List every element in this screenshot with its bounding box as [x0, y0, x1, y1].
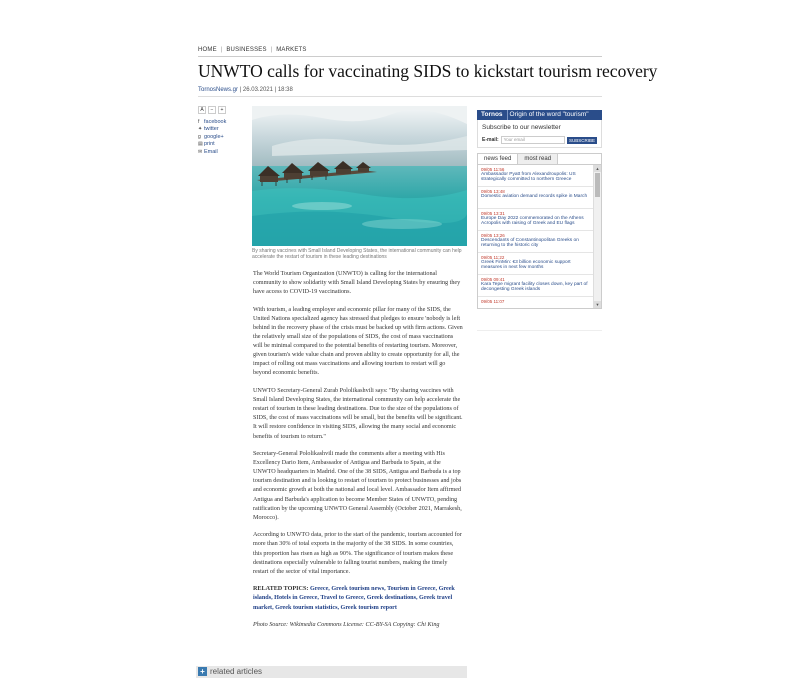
- font-decrease-button[interactable]: −: [208, 106, 216, 114]
- newsletter-box: [477, 120, 602, 148]
- byline-datetime: 26.03.2021 | 18:38: [242, 87, 293, 93]
- feed-date: 09/05 11:56: [481, 166, 505, 172]
- email-icon: ✉: [198, 148, 203, 155]
- list-item[interactable]: [478, 297, 594, 308]
- print-icon: ▤: [198, 141, 203, 148]
- sidebar-subtitle[interactable]: Origin of the word "tourism": [507, 110, 591, 120]
- article-photo: [252, 106, 467, 246]
- article-paragraph: Secretary-General Pololikashvili made the comments after a meeting with His Excellency Dario Item, Ambassador of Antigua and Barbuda to Spain, at the UNWTO headquarters in Madrid. One of the 38 SIDS, Antigua and Barbuda is a top tourism destination and is looking to restart of tourism to protect businesses and jobs and economic growth at both the national and local level. Ambassador Item affirmed Antigua and Barbuda's application to become Member States of UNWTO, pending ratification by the upcoming UNWTO General Assembly (October 2021, Marrakesh, Morocco).: [253, 451, 462, 521]
- list-item[interactable]: [478, 275, 594, 297]
- share-label: print: [204, 141, 215, 148]
- related-articles-bar[interactable]: [196, 666, 467, 678]
- email-field[interactable]: Your email: [501, 136, 565, 144]
- breadcrumb-markets[interactable]: MARKETS: [276, 47, 307, 53]
- share-facebook[interactable]: [198, 118, 248, 126]
- breadcrumb-separator: |: [220, 47, 223, 53]
- feed-scrollbar[interactable]: [593, 165, 601, 308]
- google-icon: g: [198, 133, 201, 140]
- subscribe-button[interactable]: SUBSCRIBE: [568, 137, 595, 143]
- article-tools: [198, 106, 248, 156]
- byline-source[interactable]: TornosNews.gr: [198, 87, 239, 93]
- share-print[interactable]: [198, 141, 248, 149]
- photo-caption: By sharing vaccines with Small Island Developing States, the international community can help accelerate the restart of tourism in these leading destinations: [252, 248, 462, 260]
- article-paragraph: The World Tourism Organization (UNWTO) is calling for the international community to show solidarity with Small Island Developing States by ensuring they have access to COVID-19 vaccinations.: [253, 271, 461, 296]
- expand-icon[interactable]: +: [198, 667, 207, 676]
- feed-date: 09/05 13:26: [481, 232, 505, 238]
- twitter-icon: ✦: [198, 126, 203, 133]
- article-paragraph: With tourism, a leading employer and economic pillar for many of the SIDS, the United Nations specialized agency has stressed that pledges to ensure 'nobody is left behind in the recovery phase of the crisis must be backed up with firm actions. Given the relatively small size of the populations of SIDS, the cost of mass vaccinations will be minimal compared to the potential benefits of restarting tourism. Moreover, given tourism's wide value chain and proven ability to create opportunity for all, the impact of rolling out mass vaccinations and allowing tourism to restart will go beyond economic benefits.: [253, 306, 463, 377]
- feed-date: 09/05 11:22: [481, 254, 505, 260]
- scroll-up-icon[interactable]: ▲: [595, 166, 600, 171]
- feed-date: 09/05 09:41: [481, 276, 505, 282]
- related-articles-label: related articles: [210, 667, 263, 676]
- list-item[interactable]: [478, 187, 594, 209]
- breadcrumb-separator: |: [270, 47, 273, 53]
- share-label: Email: [204, 148, 218, 155]
- feed-date: 09/05 11:07: [481, 298, 505, 304]
- feed-headline[interactable]: Domestic aviation demand records spike in March: [481, 193, 588, 199]
- feed-headline[interactable]: Europe Day 2022 commemorated on the Athens Acropolis with raising of Greek and EU flags: [481, 215, 584, 226]
- scroll-down-icon[interactable]: ▼: [595, 302, 600, 307]
- page-title: UNWTO calls for vaccinating SIDS to kickstart tourism recovery: [198, 61, 658, 81]
- share-label: facebook: [204, 118, 227, 125]
- sidebar: [477, 110, 602, 309]
- article-body: [253, 270, 463, 639]
- divider: [198, 56, 602, 57]
- font-size-controls: [198, 106, 248, 114]
- share-label: google+: [204, 133, 224, 140]
- related-topics: [253, 585, 463, 612]
- share-twitter[interactable]: [198, 126, 248, 134]
- list-item[interactable]: [478, 253, 594, 275]
- related-topics-label: RELATED TOPICS:: [253, 586, 309, 593]
- photo-credit: Photo Source: Wikimedia Commons License: CC-BY-SA Copying: Chi King: [253, 622, 440, 629]
- breadcrumb: [198, 47, 309, 53]
- breadcrumb-home[interactable]: HOME: [198, 47, 217, 53]
- news-feed-widget: [477, 153, 602, 309]
- byline: [198, 87, 293, 93]
- breadcrumb-businesses[interactable]: BUSINESSES: [226, 47, 267, 53]
- share-label: twitter: [204, 126, 219, 133]
- feed-headline[interactable]: Kara Tepe migrant facility closes down, key part of decongesting Greek islands: [481, 281, 588, 292]
- tab-news-feed[interactable]: news feed: [478, 154, 518, 164]
- list-item[interactable]: [478, 231, 594, 253]
- feed-headline[interactable]: Descendants of Constantinopolitan Greeks on returning to the historic city: [481, 237, 579, 248]
- divider: [198, 96, 602, 97]
- maldives-villas-image: [252, 106, 467, 246]
- news-feed-list: [478, 165, 594, 308]
- feed-headline[interactable]: Greek FinMin: €3 billion economic support measures in next few months: [481, 259, 571, 270]
- list-item[interactable]: [478, 165, 594, 187]
- divider: [477, 330, 602, 331]
- share-google[interactable]: [198, 133, 248, 141]
- list-item[interactable]: [478, 209, 594, 231]
- feed-headline[interactable]: Ambassador Pyatt from Alexandroupolis: US strategically committed to northern Greece: [481, 171, 576, 182]
- facebook-icon: f: [198, 118, 200, 125]
- font-reset-button[interactable]: A: [198, 106, 206, 114]
- related-topics-links[interactable]: Greece, Greek tourism news, Tourism in Greece, Greek islands, Hotels in Greece, Travel to Greece, Greek destinations, Greek travel market, Greek tourism statistics, Greek tourism report: [253, 586, 455, 611]
- scroll-thumb[interactable]: [595, 173, 600, 197]
- feed-date: 09/05 13:48: [481, 188, 505, 194]
- newsletter-title: Subscribe to our newsletter: [482, 124, 561, 131]
- sidebar-header: [477, 110, 602, 120]
- email-label: E-mail:: [482, 137, 499, 143]
- article-paragraph: According to UNWTO data, prior to the start of the pandemic, tourism accounted for more than 30% of total exports in the majority of the 38 SIDS. In some countries, this proportion has risen as high as 90%. The significance of tourism makes these destinations especially vulnerable to falling tourist numbers, making the timely restart of the sector of vital importance.: [253, 532, 462, 575]
- sidebar-brand[interactable]: Tornos: [481, 111, 503, 118]
- share-email[interactable]: [198, 148, 248, 156]
- article-paragraph: UNWTO Secretary-General Zurab Pololikashvili says: "By sharing vaccines with Small Island Developing States, the international community can help accelerate the restart of tourism in these leading destinations. Due to the size of the populations of SIDS, the cost of mass vaccinations will be small, but the benefits will be significant. It will restore confidence in visiting SIDS, allowing the many social and economic benefits of tourism to return.": [253, 388, 463, 440]
- byline-separator: |: [239, 87, 242, 93]
- feed-date: 09/05 13:31: [481, 210, 505, 216]
- tab-most-read[interactable]: most read: [518, 154, 558, 164]
- font-increase-button[interactable]: +: [218, 106, 226, 114]
